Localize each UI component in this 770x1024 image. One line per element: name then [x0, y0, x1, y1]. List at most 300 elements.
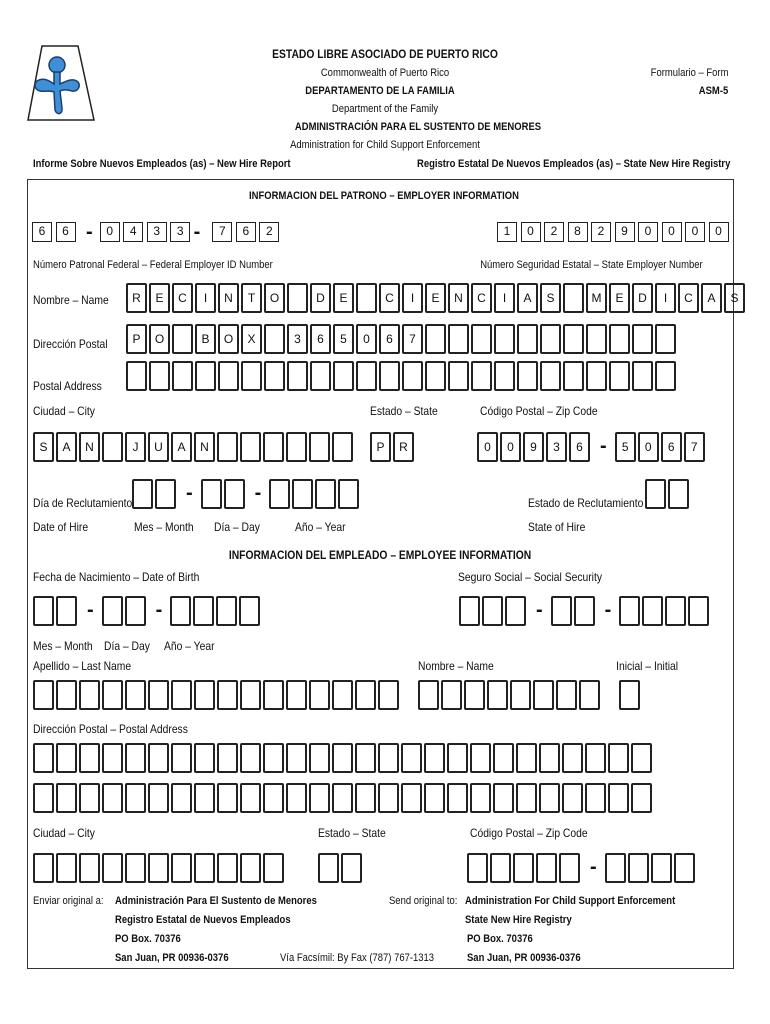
char-box[interactable] — [586, 324, 607, 354]
char-box[interactable] — [125, 596, 146, 626]
char-box[interactable]: N — [448, 283, 469, 313]
department-logo — [26, 44, 96, 122]
hire-state-field[interactable] — [645, 479, 691, 509]
send-en-line: Administration For Child Support Enforcement — [465, 895, 676, 907]
form-label: Formulario – Form — [650, 67, 728, 79]
char-box[interactable] — [378, 743, 399, 773]
char-box[interactable] — [286, 743, 307, 773]
char-box[interactable] — [56, 853, 77, 883]
char-box[interactable] — [286, 432, 307, 462]
char-box[interactable] — [563, 324, 584, 354]
char-box[interactable] — [655, 324, 676, 354]
char-box[interactable] — [56, 743, 77, 773]
char-box[interactable] — [263, 680, 284, 710]
char-box[interactable]: 0 — [477, 432, 498, 462]
char-box[interactable] — [172, 324, 193, 354]
hire-date-label-en: Date of Hire — [33, 520, 89, 534]
char-box[interactable] — [425, 361, 446, 391]
char-box[interactable] — [102, 783, 123, 813]
char-box[interactable]: S — [540, 283, 561, 313]
header-title-en: Commonwealth of Puerto Rico — [320, 67, 450, 79]
char-box[interactable]: E — [425, 283, 446, 313]
char-box[interactable] — [608, 743, 629, 773]
fein-label: Número Patronal Federal – Federal Employer ID Number — [33, 259, 273, 271]
char-box[interactable]: P — [370, 432, 391, 462]
fein-field[interactable] — [32, 222, 283, 242]
char-box[interactable] — [490, 853, 511, 883]
char-box[interactable] — [467, 853, 488, 883]
char-box[interactable] — [332, 743, 353, 773]
char-box[interactable] — [459, 596, 480, 626]
char-box[interactable]: N — [79, 432, 100, 462]
char-box[interactable] — [217, 853, 238, 883]
char-box[interactable] — [655, 361, 676, 391]
char-box[interactable] — [170, 596, 191, 626]
char-box[interactable]: 3 — [147, 222, 167, 242]
char-box[interactable]: 7 — [684, 432, 705, 462]
state-employer-number-field[interactable] — [497, 222, 732, 242]
char-box[interactable]: 0 — [685, 222, 705, 242]
char-box[interactable] — [315, 479, 336, 509]
header-admin-en: Administration for Child Support Enforcement — [290, 139, 480, 151]
char-box[interactable] — [148, 743, 169, 773]
char-box[interactable] — [333, 361, 354, 391]
char-box[interactable] — [517, 324, 538, 354]
char-box[interactable] — [148, 783, 169, 813]
char-box[interactable] — [355, 680, 376, 710]
char-box[interactable] — [341, 853, 362, 883]
char-box[interactable] — [632, 361, 653, 391]
char-box[interactable]: 6 — [56, 222, 76, 242]
char-box[interactable] — [240, 853, 261, 883]
char-box[interactable] — [287, 361, 308, 391]
char-box[interactable] — [464, 680, 485, 710]
last-name-field[interactable] — [33, 680, 401, 710]
char-box[interactable] — [482, 596, 503, 626]
char-box[interactable] — [102, 853, 123, 883]
dob-month-label: Mes – Month — [33, 639, 93, 653]
char-box[interactable] — [513, 853, 534, 883]
char-box[interactable] — [665, 596, 686, 626]
ssn-field[interactable] — [459, 596, 711, 626]
send-es-line: PO Box. 70376 — [115, 933, 181, 945]
char-box[interactable]: 4 — [123, 222, 143, 242]
char-box[interactable] — [125, 680, 146, 710]
char-box[interactable] — [517, 361, 538, 391]
char-box[interactable] — [539, 743, 560, 773]
char-box[interactable] — [269, 479, 290, 509]
char-box[interactable]: I — [402, 283, 423, 313]
char-box[interactable]: X — [241, 324, 262, 354]
char-box[interactable]: 6 — [310, 324, 331, 354]
char-box[interactable] — [332, 783, 353, 813]
employer-city-field[interactable] — [33, 432, 355, 462]
char-box[interactable] — [378, 783, 399, 813]
char-box[interactable] — [148, 853, 169, 883]
char-box[interactable]: 7 — [212, 222, 232, 242]
employee-zip-label: Código Postal – Zip Code — [470, 826, 588, 840]
char-box[interactable] — [559, 853, 580, 883]
char-box[interactable] — [194, 783, 215, 813]
char-box[interactable] — [632, 324, 653, 354]
char-box[interactable] — [125, 783, 146, 813]
char-box[interactable] — [332, 432, 353, 462]
char-box[interactable]: 0 — [662, 222, 682, 242]
char-box[interactable]: U — [148, 432, 169, 462]
separator: - — [186, 482, 193, 504]
char-box[interactable] — [33, 783, 54, 813]
char-box[interactable] — [148, 680, 169, 710]
char-box[interactable] — [424, 783, 445, 813]
char-box[interactable] — [668, 479, 689, 509]
char-box[interactable]: J — [125, 432, 146, 462]
char-box[interactable]: D — [310, 283, 331, 313]
char-box[interactable] — [309, 743, 330, 773]
char-box[interactable] — [470, 743, 491, 773]
char-box[interactable] — [332, 680, 353, 710]
char-box[interactable] — [579, 680, 600, 710]
char-box[interactable] — [470, 783, 491, 813]
char-box[interactable] — [217, 783, 238, 813]
char-box[interactable] — [674, 853, 695, 883]
char-box[interactable] — [149, 361, 170, 391]
char-box[interactable] — [688, 596, 709, 626]
char-box[interactable] — [240, 680, 261, 710]
char-box[interactable] — [447, 743, 468, 773]
char-box[interactable] — [132, 479, 153, 509]
char-box[interactable] — [609, 361, 630, 391]
separator: - — [604, 599, 612, 621]
char-box[interactable] — [263, 783, 284, 813]
char-box[interactable] — [355, 783, 376, 813]
char-box[interactable] — [309, 432, 330, 462]
char-box[interactable] — [356, 361, 377, 391]
char-box[interactable] — [631, 783, 652, 813]
char-box[interactable] — [585, 743, 606, 773]
char-box[interactable]: B — [195, 324, 216, 354]
char-box[interactable] — [240, 432, 261, 462]
char-box[interactable]: C — [471, 283, 492, 313]
char-box[interactable] — [102, 596, 123, 626]
char-box[interactable]: N — [194, 432, 215, 462]
header-admin-es: ADMINISTRACIÓN PARA EL SUSTENTO DE MENORES — [294, 121, 542, 133]
char-box[interactable] — [216, 596, 237, 626]
char-box[interactable]: E — [333, 283, 354, 313]
char-box[interactable] — [33, 743, 54, 773]
char-box[interactable] — [562, 783, 583, 813]
header-dept-en: Department of the Family — [331, 103, 439, 115]
char-box[interactable] — [241, 361, 262, 391]
char-box[interactable] — [79, 853, 100, 883]
char-box[interactable] — [217, 743, 238, 773]
char-box[interactable]: A — [171, 432, 192, 462]
char-box[interactable] — [608, 783, 629, 813]
char-box[interactable]: O — [149, 324, 170, 354]
fax-number: Vía Facsímil: By Fax (787) 767-1313 — [280, 952, 435, 964]
char-box[interactable] — [172, 361, 193, 391]
char-box[interactable] — [631, 743, 652, 773]
dob-day-label: Día – Day — [104, 639, 150, 653]
char-box[interactable] — [79, 743, 100, 773]
char-box[interactable] — [126, 361, 147, 391]
char-box[interactable] — [355, 743, 376, 773]
char-box[interactable] — [33, 853, 54, 883]
char-box[interactable]: 2 — [591, 222, 611, 242]
char-box[interactable]: C — [678, 283, 699, 313]
separator: - — [254, 482, 262, 504]
char-box[interactable] — [418, 680, 439, 710]
char-box[interactable]: 1 — [497, 222, 517, 242]
char-box[interactable] — [510, 680, 531, 710]
char-box[interactable] — [574, 596, 595, 626]
char-box[interactable] — [379, 361, 400, 391]
char-box[interactable]: A — [517, 283, 538, 313]
char-box[interactable]: O — [218, 324, 239, 354]
separator: - — [155, 599, 163, 621]
char-box[interactable]: 3 — [287, 324, 308, 354]
char-box[interactable] — [619, 596, 640, 626]
char-box[interactable] — [401, 743, 422, 773]
char-box[interactable] — [487, 680, 508, 710]
char-box[interactable]: E — [609, 283, 630, 313]
char-box[interactable] — [263, 743, 284, 773]
char-box[interactable] — [193, 596, 214, 626]
char-box[interactable] — [533, 680, 554, 710]
char-box[interactable] — [264, 361, 285, 391]
employer-address2-field[interactable] — [126, 361, 678, 391]
char-box[interactable]: A — [701, 283, 722, 313]
char-box[interactable] — [194, 743, 215, 773]
hire-day-label: Día – Day — [214, 520, 260, 534]
char-box[interactable] — [33, 596, 54, 626]
char-box[interactable] — [224, 479, 245, 509]
char-box[interactable] — [402, 361, 423, 391]
char-box[interactable] — [309, 783, 330, 813]
char-box[interactable] — [310, 361, 331, 391]
char-box[interactable]: 0 — [709, 222, 729, 242]
char-box[interactable] — [609, 324, 630, 354]
char-box[interactable] — [318, 853, 339, 883]
char-box[interactable] — [493, 743, 514, 773]
char-box[interactable]: D — [632, 283, 653, 313]
separator: - — [193, 221, 201, 243]
employer-name-label: Nombre – Name — [33, 293, 109, 307]
char-box[interactable]: 0 — [638, 222, 658, 242]
char-box[interactable] — [585, 783, 606, 813]
hire-month-label: Mes – Month — [134, 520, 194, 534]
hire-state-label-en: State of Hire — [528, 520, 586, 534]
employee-city-field[interactable] — [33, 853, 286, 883]
char-box[interactable] — [286, 783, 307, 813]
char-box[interactable] — [448, 324, 469, 354]
char-box[interactable] — [240, 743, 261, 773]
char-box[interactable]: 0 — [500, 432, 521, 462]
char-box[interactable] — [171, 783, 192, 813]
char-box[interactable] — [551, 596, 572, 626]
employee-address-field-2[interactable] — [33, 783, 654, 813]
char-box[interactable]: 7 — [402, 324, 423, 354]
employee-state-field[interactable] — [318, 853, 364, 883]
employer-state-field[interactable] — [370, 432, 416, 462]
char-box[interactable] — [540, 324, 561, 354]
char-box[interactable]: 6 — [32, 222, 52, 242]
char-box[interactable] — [556, 680, 577, 710]
dob-field[interactable] — [33, 596, 262, 626]
char-box[interactable]: 2 — [544, 222, 564, 242]
char-box[interactable] — [516, 743, 537, 773]
separator: - — [600, 435, 607, 457]
char-box[interactable] — [217, 680, 238, 710]
char-box[interactable] — [642, 596, 663, 626]
char-box[interactable]: O — [264, 283, 285, 313]
report-title: Informe Sobre Nuevos Empleados (as) – New Hire Report — [33, 158, 291, 170]
char-box[interactable]: 3 — [546, 432, 567, 462]
char-box[interactable] — [125, 743, 146, 773]
char-box[interactable] — [155, 479, 176, 509]
char-box[interactable] — [171, 680, 192, 710]
char-box[interactable] — [218, 361, 239, 391]
employer-address-field[interactable] — [126, 324, 678, 354]
char-box[interactable] — [263, 432, 284, 462]
char-box[interactable] — [536, 853, 557, 883]
employee-address-field-1[interactable] — [33, 743, 654, 773]
char-box[interactable] — [239, 596, 260, 626]
char-box[interactable] — [493, 783, 514, 813]
send-en-line: San Juan, PR 00936-0376 — [467, 952, 581, 964]
send-en-line: PO Box. 70376 — [467, 933, 533, 945]
char-box[interactable]: 6 — [661, 432, 682, 462]
char-box[interactable]: A — [56, 432, 77, 462]
char-box[interactable] — [562, 743, 583, 773]
char-box[interactable]: 9 — [615, 222, 635, 242]
char-box[interactable] — [240, 783, 261, 813]
char-box[interactable] — [516, 783, 537, 813]
initial-field[interactable] — [619, 680, 642, 710]
char-box[interactable]: 9 — [523, 432, 544, 462]
char-box[interactable] — [540, 361, 561, 391]
char-box[interactable]: 6 — [569, 432, 590, 462]
char-box[interactable] — [263, 853, 284, 883]
char-box[interactable] — [628, 853, 649, 883]
char-box[interactable] — [56, 596, 77, 626]
char-box[interactable]: 0 — [638, 432, 659, 462]
char-box[interactable]: S — [33, 432, 54, 462]
dob-label: Fecha de Nacimiento – Date of Birth — [33, 570, 200, 584]
char-box[interactable] — [286, 680, 307, 710]
char-box[interactable] — [471, 361, 492, 391]
char-box[interactable] — [102, 432, 123, 462]
char-box[interactable]: I — [195, 283, 216, 313]
char-box[interactable] — [56, 680, 77, 710]
char-box[interactable] — [425, 324, 446, 354]
char-box[interactable] — [171, 743, 192, 773]
employee-city-label: Ciudad – City — [33, 826, 95, 840]
char-box[interactable]: T — [241, 283, 262, 313]
char-box[interactable]: I — [494, 283, 515, 313]
char-box[interactable] — [171, 853, 192, 883]
char-box[interactable] — [195, 361, 216, 391]
char-box[interactable] — [563, 283, 584, 313]
char-box[interactable]: M — [586, 283, 607, 313]
hire-date-field[interactable] — [132, 479, 361, 509]
char-box[interactable] — [539, 783, 560, 813]
char-box[interactable]: C — [379, 283, 400, 313]
char-box[interactable] — [424, 743, 445, 773]
char-box[interactable] — [292, 479, 313, 509]
char-box[interactable]: C — [172, 283, 193, 313]
char-box[interactable] — [645, 479, 666, 509]
char-box[interactable]: I — [655, 283, 676, 313]
char-box[interactable] — [563, 361, 584, 391]
employer-name-field[interactable] — [126, 283, 747, 313]
char-box[interactable]: 0 — [356, 324, 377, 354]
char-box[interactable]: P — [126, 324, 147, 354]
char-box[interactable] — [194, 680, 215, 710]
char-box[interactable]: 5 — [615, 432, 636, 462]
char-box[interactable] — [619, 680, 640, 710]
char-box[interactable] — [79, 680, 100, 710]
send-en-label: Send original to: — [389, 895, 458, 907]
char-box[interactable] — [33, 680, 54, 710]
char-box[interactable] — [378, 680, 399, 710]
char-box[interactable] — [494, 361, 515, 391]
char-box[interactable] — [651, 853, 672, 883]
char-box[interactable] — [309, 680, 330, 710]
char-box[interactable] — [287, 283, 308, 313]
employer-zip-field[interactable] — [477, 432, 707, 462]
char-box[interactable] — [79, 783, 100, 813]
char-box[interactable]: S — [724, 283, 745, 313]
header-dept-es: DEPARTAMENTO DE LA FAMILIA — [305, 85, 455, 97]
char-box[interactable]: E — [149, 283, 170, 313]
first-name-field[interactable] — [418, 680, 602, 710]
char-box[interactable]: 6 — [379, 324, 400, 354]
char-box[interactable] — [448, 361, 469, 391]
char-box[interactable] — [264, 324, 285, 354]
char-box[interactable]: 2 — [259, 222, 279, 242]
char-box[interactable] — [605, 853, 626, 883]
char-box[interactable] — [201, 479, 222, 509]
char-box[interactable] — [471, 324, 492, 354]
char-box[interactable]: 3 — [170, 222, 190, 242]
char-box[interactable] — [338, 479, 359, 509]
hire-state-label-es: Estado de Reclutamiento — [528, 496, 644, 510]
char-box[interactable] — [447, 783, 468, 813]
char-box[interactable]: 0 — [100, 222, 120, 242]
char-box[interactable] — [356, 283, 377, 313]
char-box[interactable] — [125, 853, 146, 883]
char-box[interactable] — [505, 596, 526, 626]
char-box[interactable] — [494, 324, 515, 354]
char-box[interactable]: 5 — [333, 324, 354, 354]
char-box[interactable] — [194, 853, 215, 883]
char-box[interactable] — [586, 361, 607, 391]
employee-zip-field[interactable] — [467, 853, 697, 883]
char-box[interactable]: R — [393, 432, 414, 462]
char-box[interactable] — [441, 680, 462, 710]
char-box[interactable] — [102, 743, 123, 773]
char-box[interactable]: 0 — [521, 222, 541, 242]
char-box[interactable] — [102, 680, 123, 710]
char-box[interactable]: 8 — [568, 222, 588, 242]
char-box[interactable]: R — [126, 283, 147, 313]
char-box[interactable] — [56, 783, 77, 813]
char-box[interactable]: N — [218, 283, 239, 313]
employer-address-label: Dirección Postal — [33, 337, 108, 351]
char-box[interactable] — [217, 432, 238, 462]
char-box[interactable]: 6 — [236, 222, 256, 242]
char-box[interactable] — [401, 783, 422, 813]
